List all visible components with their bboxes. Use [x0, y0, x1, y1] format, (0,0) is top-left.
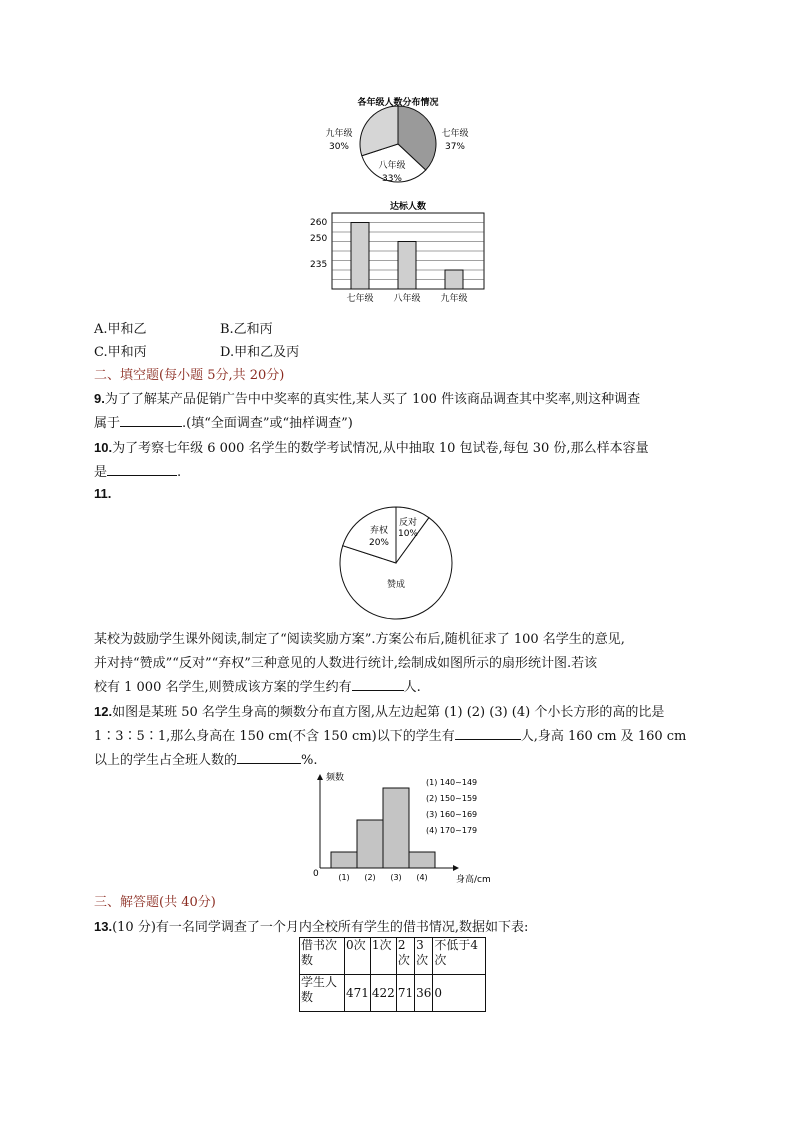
option-d: D.甲和乙及丙	[220, 345, 300, 360]
hist-xtick-4: (4)	[416, 873, 428, 882]
hist-bar-2	[357, 820, 383, 868]
hist-xtick-1: (1)	[338, 873, 350, 882]
hist-y-arrow	[317, 774, 323, 780]
table-cell: 422	[370, 975, 396, 1012]
q9-text-2b: .(填“全面调查”或“抽样调查”)	[182, 416, 353, 431]
pie2-pct-abstain: 20%	[368, 538, 390, 548]
pie1-pct-grade8: 33%	[381, 174, 403, 184]
q10-text-1: 为了考察七年级 6 000 名学生的数学考试情况,从中抽取 10 包试卷,每包 30 份,那么样本容量	[112, 441, 649, 456]
hist-legend-2: (2) 150~159	[426, 794, 478, 803]
pie2-pct-against: 10%	[397, 529, 419, 539]
option-a: A.甲和乙	[94, 322, 147, 337]
hist-bar-3	[383, 788, 409, 868]
grade-distribution-pie-chart	[310, 92, 500, 192]
table-cell: 0次	[345, 938, 371, 975]
q11-line3	[94, 676, 421, 695]
hist-legend-1: (1) 140~149	[426, 778, 478, 787]
table-cell: 36	[415, 975, 433, 1012]
q12-line2	[94, 725, 686, 744]
table-cell: 1次	[370, 938, 396, 975]
q11-text-1: 某校为鼓励学生课外阅读,制定了“阅读奖励方案”.方案公布后,随机征求了 100 名学生的意见,	[94, 632, 625, 647]
pie2-slices	[340, 507, 452, 619]
section3-heading: 三、解答题(共 40分)	[94, 895, 216, 910]
table-cell: 3次	[415, 938, 433, 975]
q9-text-1: 为了了解某产品促销广告中中奖率的真实性,某人买了 100 件该商品调查其中奖率,则这种调查	[104, 392, 641, 407]
q10-text-2a: 是	[94, 465, 108, 480]
pie2-label-approve: 赞成	[386, 580, 406, 590]
q13-number: 13.	[94, 919, 113, 934]
bar1-ytick-250: 250	[310, 234, 328, 244]
borrow-table	[299, 937, 486, 1012]
opinion-pie-chart	[336, 505, 456, 625]
hist-xtick-2: (2)	[364, 873, 376, 882]
table-cell: 2次	[396, 938, 414, 975]
q11-line2	[94, 652, 597, 671]
bar1-ytick-235: 235	[310, 260, 328, 270]
pie1-label-grade9: 九年级	[325, 129, 353, 139]
q11-number-line	[94, 486, 111, 502]
hist-xlabel: 身高/cm	[456, 875, 491, 885]
q12-answer-blank-1[interactable]	[455, 727, 521, 740]
pie1-pct-grade9: 30%	[328, 142, 350, 152]
bar1-title: 达标人数	[389, 202, 427, 212]
pie2-label-against: 反对	[398, 518, 418, 528]
q10-answer-blank[interactable]	[107, 463, 177, 476]
pie2-label-abstain: 弃权	[369, 526, 389, 536]
bar1-ytick-260: 260	[310, 218, 328, 228]
hist-bars	[331, 788, 435, 868]
q9-number: 9.	[94, 391, 105, 406]
pie1-label-grade7: 七年级	[441, 129, 469, 139]
option-c: C.甲和丙	[94, 345, 147, 360]
q9-answer-blank[interactable]	[120, 414, 182, 427]
q11-answer-blank[interactable]	[352, 678, 404, 691]
hist-ylabel: 频数	[326, 773, 345, 783]
q11-text-3b: 人.	[403, 680, 421, 695]
bar1-xlabel-grade9: 九年级	[440, 294, 468, 304]
q12-text-2a: 1∶3∶5∶1,那么身高在 150 cm(不含 150 cm)以下的学生有	[94, 729, 455, 744]
table-row	[300, 938, 486, 975]
q10-number: 10.	[94, 440, 113, 455]
q11-number: 11.	[94, 486, 112, 501]
pie1-title: 各年级人数分布情况	[357, 98, 439, 108]
table-cell: 471	[345, 975, 371, 1012]
table-cell: 0	[433, 975, 486, 1012]
table-cell: 71	[396, 975, 414, 1012]
hist-bar-1	[331, 852, 357, 868]
bar1-xlabel-grade8: 八年级	[393, 294, 421, 304]
section2-heading: 二、填空题(每小题 5分,共 20分)	[94, 368, 285, 383]
q10-text-2b: .	[177, 465, 182, 480]
hist-bar-4	[409, 852, 435, 868]
q12-line1	[94, 701, 664, 720]
q9-line2	[94, 412, 353, 431]
table-cell: 学生人数	[300, 975, 345, 1012]
q12-number: 12.	[94, 704, 113, 719]
q11-text-3a: 校有 1 000 名学生,则赞成该方案的学生约有	[94, 680, 352, 695]
hist-legend-4: (4) 170~179	[426, 826, 478, 835]
bar1-bar-2	[398, 242, 416, 290]
hist-xtick-3: (3)	[390, 873, 402, 882]
q10-line2	[94, 461, 181, 480]
bar1-bar-1	[351, 223, 369, 290]
hist-x-arrow	[453, 865, 459, 871]
pie1-label-grade8: 八年级	[378, 161, 406, 171]
pie1-pct-grade7: 37%	[444, 142, 466, 152]
q12-answer-blank-2[interactable]	[237, 751, 301, 764]
bar1-bar-3	[445, 270, 463, 289]
q11-line1	[94, 628, 625, 647]
q13-text: (10 分)有一名同学调查了一个月内全校所有学生的借书情况,数据如下表:	[112, 920, 529, 935]
table-row	[300, 975, 486, 1012]
q12-text-3b: %.	[301, 753, 318, 768]
q12-text-1: 如图是某班 50 名学生身高的频数分布直方图,从左边起第 (1) (2) (3) (4) 个小长方形的高的比是	[112, 705, 665, 720]
table-cell: 不低于4次	[433, 938, 486, 975]
q12-line3	[94, 749, 318, 768]
bar1-xlabel-grade7: 七年级	[346, 294, 374, 304]
height-histogram	[308, 770, 498, 886]
q13-line1	[94, 916, 528, 935]
table-cell: 借书次数	[300, 938, 345, 975]
q9-text-2a: 属于	[94, 416, 121, 431]
option-b: B.乙和丙	[220, 322, 273, 337]
qualified-count-bar-chart	[302, 197, 492, 307]
hist-legend-3: (3) 160~169	[426, 810, 478, 819]
q12-text-2b: 人,身高 160 cm 及 160 cm	[520, 729, 687, 744]
q10-line1	[94, 437, 649, 456]
q11-text-2: 并对持“赞成”“反对”“弃权”三种意见的人数进行统计,绘制成如图所示的扇形统计图.若该	[94, 656, 598, 671]
q9-line1	[94, 388, 640, 407]
q12-text-3a: 以上的学生占全班人数的	[94, 753, 238, 768]
hist-origin: 0	[313, 869, 319, 879]
